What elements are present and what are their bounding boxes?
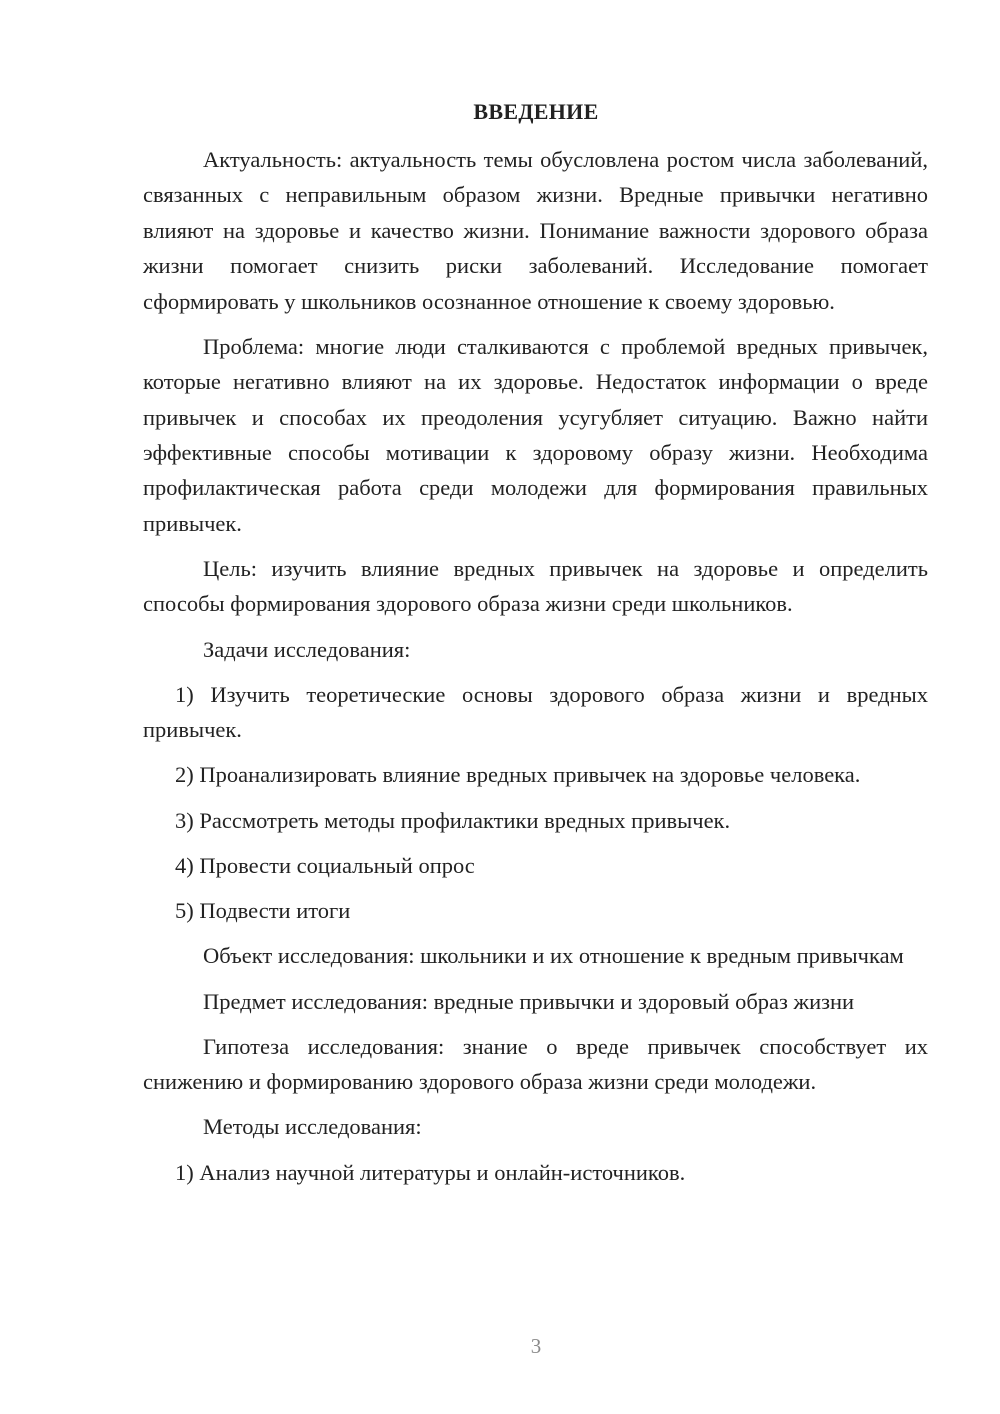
method-item-1: 1) Анализ научной литературы и онлайн-источников. (175, 1159, 686, 1185)
methods-heading: Методы исследования: (203, 1114, 422, 1140)
task-item-3: 3) Рассмотреть методы профилактики вредных привычек. (175, 807, 731, 833)
page-title: ВВЕДЕНИЕ (473, 99, 599, 124)
tasks-heading: Задачи исследования: (203, 636, 411, 662)
page-number: 3 (530, 1334, 542, 1358)
paragraph-hypothesis: Гипотеза исследования: знание о вреде привычек способствует их снижению и формированию здорового образа жизни среди молодежи. (143, 1033, 928, 1095)
paragraph-relevance: Актуальность: актуальность темы обусловлена ростом числа заболеваний, связанных с неправильным образом жизни. Вредные привычки негативно влияют на здоровье и качество жизни. Понимание важности здорового образа жизни помогает снизить риски заболеваний. Исследование помогает сформировать у школьников осознанное отношение к своему здоровью. (143, 147, 928, 314)
task-item-1: 1) Изучить теоретические основы здорового образа жизни и вредных привычек. (143, 681, 928, 743)
task-item-4: 4) Провести социальный опрос (175, 852, 475, 878)
task-item-2: 2) Проанализировать влияние вредных привычек на здоровье человека. (175, 762, 861, 788)
task-item-5: 5) Подвести итоги (175, 898, 351, 924)
paragraph-goal: Цель: изучить влияние вредных привычек на здоровье и определить способы формирования здорового образа жизни среди школьников. (143, 556, 928, 617)
document-body (143, 142, 928, 1190)
paragraph-problem: Проблема: многие люди сталкиваются с проблемой вредных привычек, которые негативно влияют на их здоровье. Недостаток информации о вреде привычек и способах их преодоления усугубляет ситуацию. Важно найти эффективные способы мотивации к здоровому образу жизни. Необходима профилактическая работа среди молодежи для формирования правильных привычек. (143, 333, 928, 536)
paragraph-subject: Предмет исследования: вредные привычки и здоровый образ жизни (203, 988, 855, 1014)
paragraph-object: Объект исследования: школьники и их отношение к вредным привычкам (203, 943, 904, 969)
